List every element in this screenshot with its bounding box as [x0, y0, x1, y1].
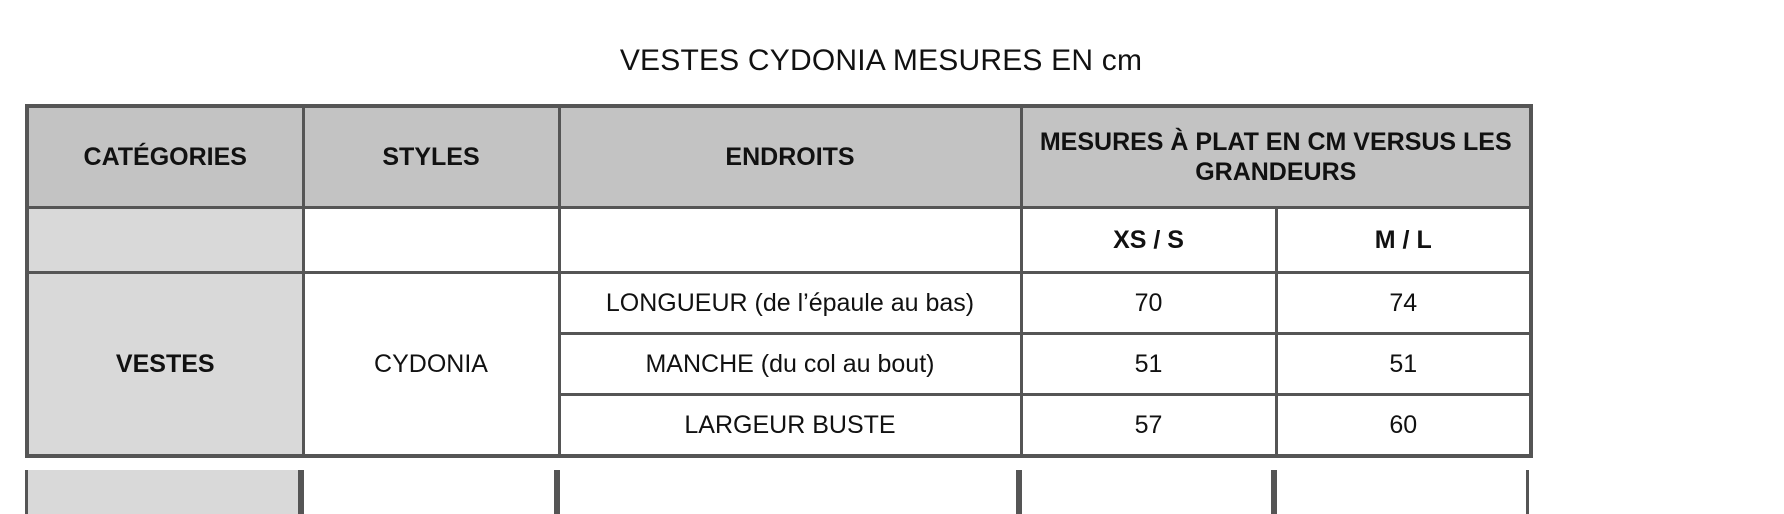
cell-place-3: LARGEUR BUSTE [559, 395, 1021, 457]
cell-m-l-1: 74 [1276, 273, 1531, 334]
subheader-categories-empty [27, 208, 303, 273]
subheader-places-empty [559, 208, 1021, 273]
cell-place-1: LONGUEUR (de l’épaule au bas) [559, 273, 1021, 334]
size-chart-table [25, 104, 1533, 458]
subheader-styles-empty [303, 208, 559, 273]
cell-xs-s-2: 51 [1021, 334, 1276, 395]
subheader-size-m-l: M / L [1276, 208, 1531, 273]
next-row-cell-xs-s [1019, 470, 1274, 514]
header-measures: MESURES À PLAT EN CM VERSUS LES GRANDEURS [1021, 106, 1531, 208]
header-places: ENDROITS [559, 106, 1021, 208]
table-subheader-row [27, 208, 1531, 273]
page-title: VESTES CYDONIA MESURES EN cm [619, 44, 1143, 77]
cell-place-2: MANCHE (du col au bout) [559, 334, 1021, 395]
header-categories: CATÉGORIES [27, 106, 303, 208]
header-styles: STYLES [303, 106, 559, 208]
cell-xs-s-3: 57 [1021, 395, 1276, 457]
table-row [27, 273, 1531, 334]
cell-m-l-2: 51 [1276, 334, 1531, 395]
subheader-size-xs-s: XS / S [1021, 208, 1276, 273]
cell-xs-s-1: 70 [1021, 273, 1276, 334]
table-header-row [27, 106, 1531, 208]
next-row-partial [25, 470, 1529, 514]
next-row-cell-category [25, 470, 301, 514]
cell-style-cydonia: CYDONIA [303, 273, 559, 457]
next-row-cell-style [301, 470, 557, 514]
size-table-container [25, 104, 1529, 458]
next-row-cell-m-l [1274, 470, 1529, 514]
cell-category-vestes: VESTES [27, 273, 303, 457]
next-row-cell-place [557, 470, 1019, 514]
cell-m-l-3: 60 [1276, 395, 1531, 457]
